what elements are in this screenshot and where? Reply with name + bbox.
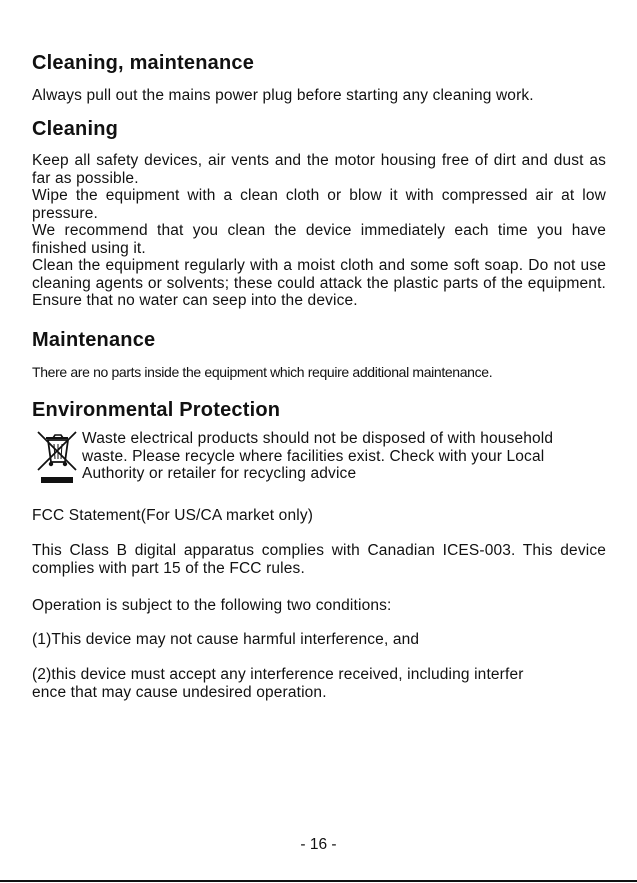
cleaning-para-3: We recommend that you clean the device immediately each time you have finished using it.	[32, 222, 606, 257]
fcc-statement-title: FCC Statement(For US/CA market only)	[32, 507, 314, 524]
fcc-statement-title-block	[32, 507, 606, 525]
cleaning-para-4: Clean the equipment regularly with a moist cloth and some soft soap. Do not use cleaning agents or solvents; these could attack the plastic parts of the equipment. Ensure that no water can seep into the device.	[32, 257, 606, 309]
fcc-condition-2-block	[32, 666, 606, 701]
page-number: - 16 -	[300, 836, 337, 853]
cleaning-para-1: Keep all safety devices, air vents and the motor housing free of dirt and dust as far as possible.	[32, 152, 606, 187]
cleaning-body	[32, 152, 606, 310]
fcc-condition-2-line-1: (2)this device must accept any interference received, including interfer	[32, 666, 524, 683]
cleaning-para-2: Wipe the equipment with a clean cloth or blow it with compressed air at low pressure.	[32, 187, 606, 222]
unplug-instruction: Always pull out the mains power plug before starting any cleaning work.	[32, 87, 534, 104]
maintenance-body	[32, 364, 606, 382]
crossed-out-wheelie-bin-icon	[34, 430, 78, 490]
fcc-condition-1: (1)This device may not cause harmful interference, and	[32, 631, 420, 648]
cleaning-maintenance-body	[32, 87, 606, 105]
maintenance-text: There are no parts inside the equipment which require additional maintenance.	[32, 364, 493, 380]
bottom-divider	[0, 880, 637, 882]
fcc-class-b-block	[32, 542, 606, 577]
fcc-condition-2-line-2: ence that may cause undesired operation.	[32, 683, 327, 701]
fcc-conditions-intro-block	[32, 597, 606, 615]
heading-cleaning-maintenance: Cleaning, maintenance	[32, 52, 255, 74]
fcc-conditions-intro: Operation is subject to the following two conditions:	[32, 597, 392, 614]
weee-disposal-notice	[82, 430, 606, 483]
weee-line-2: waste. Please recycle where facilities exist. Check with your Local	[82, 447, 545, 465]
heading-maintenance: Maintenance	[32, 329, 156, 351]
fcc-condition-1-block	[32, 631, 606, 649]
fcc-class-b-text: This Class B digital apparatus complies with Canadian ICES-003. This device complies with part 15 of the FCC rules.	[32, 542, 606, 577]
heading-cleaning: Cleaning	[32, 118, 119, 140]
weee-line-3: Authority or retailer for recycling advice	[82, 465, 357, 482]
weee-line-1: Waste electrical products should not be disposed of with household	[82, 430, 554, 447]
heading-environmental-protection: Environmental Protection	[32, 399, 281, 421]
